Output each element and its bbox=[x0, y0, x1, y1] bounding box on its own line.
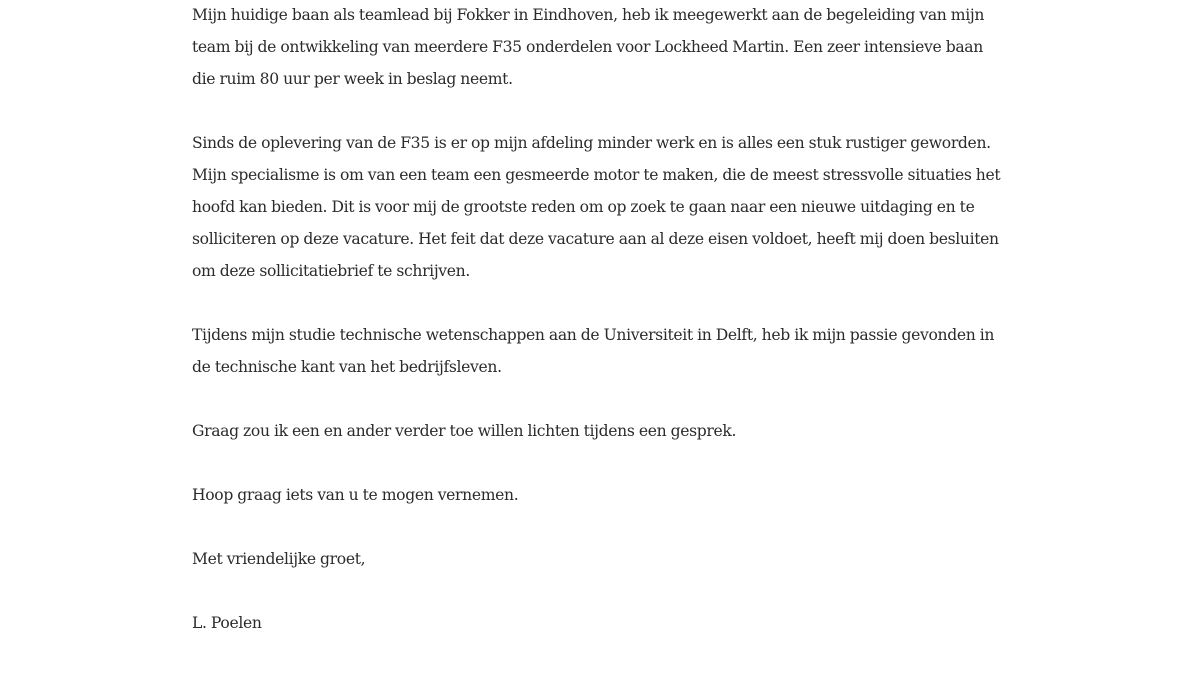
paragraph-interview-request bbox=[192, 415, 1022, 447]
text-line: Mijn huidige baan als teamlead bij Fokker in Eindhoven, heb ik meegewerkt aan de begeleiding van mijn bbox=[192, 6, 985, 24]
paragraph-motivation bbox=[192, 127, 1022, 287]
text-line: Mijn specialisme is om van een team een gesmeerde motor te maken, die de meest stressvolle situaties het bbox=[192, 166, 1001, 184]
text-line: Hoop graag iets van u te mogen vernemen. bbox=[192, 486, 519, 504]
letter-body bbox=[192, 0, 1022, 671]
paragraph-closing-hope bbox=[192, 479, 1022, 511]
text-line: solliciteren op deze vacature. Het feit dat deze vacature aan al deze eisen voldoet, heeft mij doen besluiten bbox=[192, 230, 999, 248]
paragraph-current-job bbox=[192, 0, 1022, 95]
text-line: L. Poelen bbox=[192, 614, 262, 632]
text-line: Sinds de oplevering van de F35 is er op mijn afdeling minder werk en is alles een stuk rustiger geworden. bbox=[192, 134, 991, 152]
text-line: Tijdens mijn studie technische wetenschappen aan de Universiteit in Delft, heb ik mijn passie gevonden in bbox=[192, 326, 995, 344]
closing-greeting bbox=[192, 543, 1022, 575]
text-line: hoofd kan bieden. Dit is voor mij de grootste reden om op zoek te gaan naar een nieuwe uitdaging en te bbox=[192, 198, 975, 216]
text-line: die ruim 80 uur per week in beslag neemt. bbox=[192, 70, 513, 88]
text-line: team bij de ontwikkeling van meerdere F35 onderdelen voor Lockheed Martin. Een zeer intensieve baan bbox=[192, 38, 983, 56]
paragraph-education bbox=[192, 319, 1022, 383]
signature-name bbox=[192, 607, 1022, 639]
text-line: de technische kant van het bedrijfsleven. bbox=[192, 358, 502, 376]
text-line: om deze sollicitatiebrief te schrijven. bbox=[192, 262, 470, 280]
text-line: Met vriendelijke groet, bbox=[192, 550, 366, 568]
text-line: Graag zou ik een en ander verder toe willen lichten tijdens een gesprek. bbox=[192, 422, 737, 440]
